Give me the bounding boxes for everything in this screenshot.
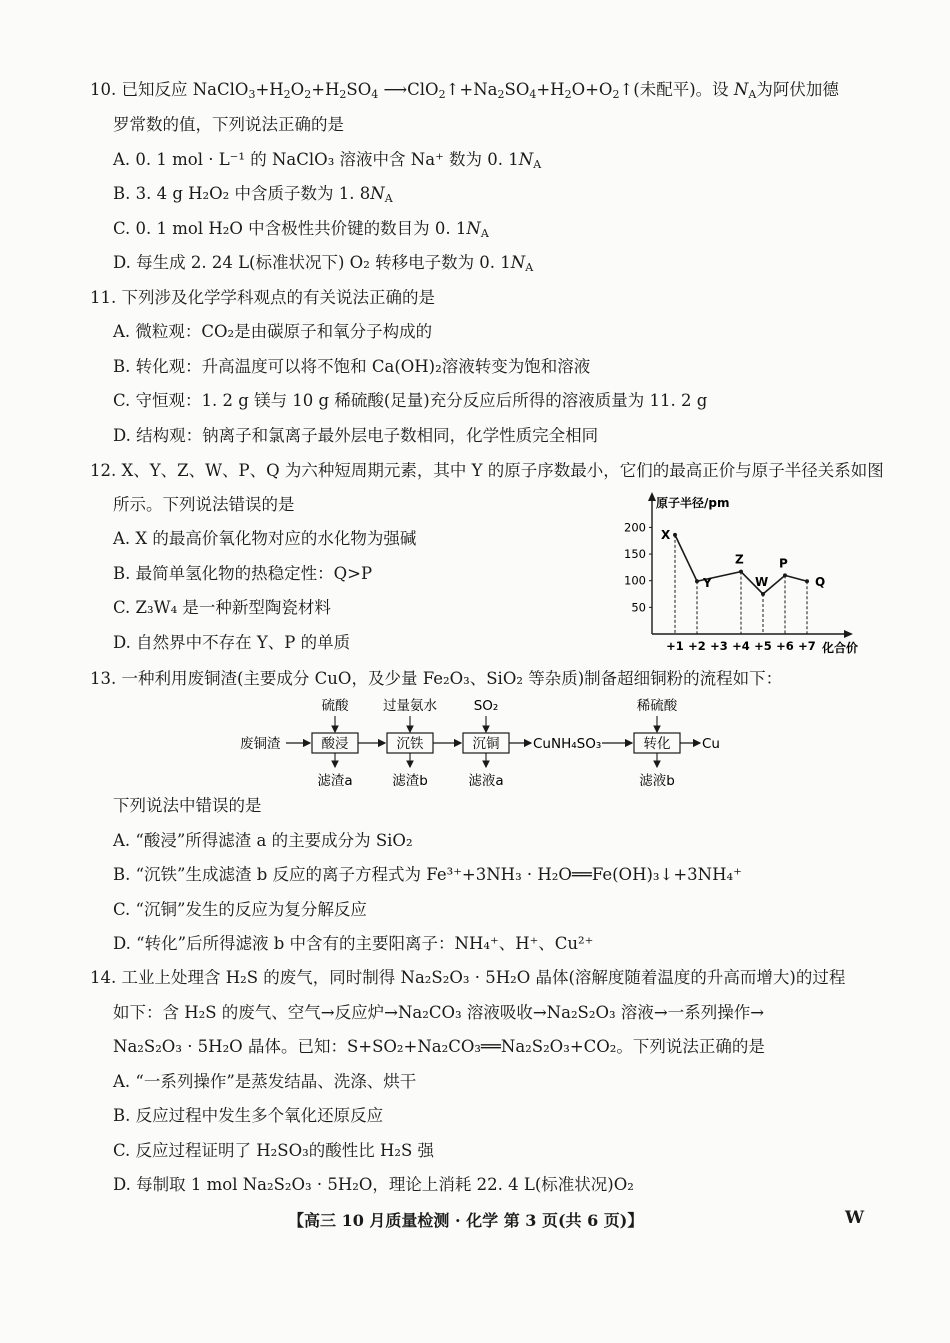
q11-option-b: B. 转化观：升高温度可以将不饱和 Ca(OH)₂溶液转变为饱和溶液 [113,357,591,376]
x-tick-label: +4 [732,639,750,653]
x-axis-arrow [844,630,853,638]
flow-output-label: 滤渣b [392,773,428,788]
flow-box-label: 沉铜 [472,736,500,752]
q14-option-d: D. 每制取 1 mol Na₂S₂O₃ · 5H₂O，理论上消耗 22. 4 L(标准状况)O₂ [113,1175,634,1194]
q13-option-b: B. “沉铁”生成滤渣 b 反应的离子方程式为 Fe³⁺+3NH₃ · H₂O══Fe(OH)₃↓+3NH₄⁺ [113,865,742,884]
point-q [805,579,809,583]
point-label-z: Z [735,552,744,567]
y-tick-label: 50 [631,600,646,615]
q14-option-c: C. 反应过程证明了 H₂SO₃的酸性比 H₂S 强 [113,1141,435,1160]
q12-option-d: D. 自然界中不存在 Y、P 的单质 [113,633,351,652]
y-axis-arrow [648,492,656,501]
q13-prompt: 下列说法中错误的是 [113,796,262,815]
point-label-w: W [755,575,769,590]
q12-option-c: C. Z₃W₄ 是一种新型陶瓷材料 [113,598,331,617]
corner-mark: W [845,1208,865,1228]
q10-option-b: B. 3. 4 g H₂O₂ 中含质子数为 1. $8N_A$ [113,184,393,205]
q12-option-b: B. 最简单氢化物的热稳定性：Q>P [113,564,373,583]
point-y [695,579,699,583]
flow-output-label: 滤液a [468,773,504,788]
radius-valence-chart [618,488,868,660]
q14-stem-line1: 14. 工业上处理含 H₂S 的废气，同时制得 Na₂S₂O₃ · 5H₂O 晶体(溶解度随着温度的升高而增大)的过程 [90,968,846,987]
page-footer: 【高三 10 月质量检测 · 化学 第 3 页(共 6 页)】 [288,1211,644,1230]
q12-stem-line1: 12. X、Y、Z、W、P、Q 为六种短周期元素，其中 Y 的原子序数最小，它们的最高正价与原子半径关系如图 [90,461,884,480]
q13-stem: 13. 一种利用废铜渣(主要成分 CuO，及少量 Fe₂O₃、SiO₂ 等杂质)制备超细铜粉的流程如下： [90,669,783,688]
q14-stem-line2: 如下：含 H₂S 的废气、空气→反应炉→Na₂CO₃ 溶液吸收→Na₂S₂O₃ 溶液→一系列操作→ [113,1003,765,1022]
x-tick-label: +7 [798,639,816,653]
point-label-x: X [661,527,671,542]
flow-box-label: 沉铁 [396,736,424,752]
q10-stem-line1: 10. 已知反应 $NaClO_3+H_2O_2+H_2SO_4$ $⟶ClO_2↑+Na_2SO_4+H_2O+O_2↑$(未配平)。设 $N_A$为阿伏加德 [90,80,839,101]
q14-option-a: A. “一系列操作”是蒸发结晶、洗涤、烘干 [113,1072,417,1091]
flow-input-label: 过量氨水 [383,698,437,714]
y-tick-label: 200 [624,520,646,535]
process-flow-diagram [240,696,740,788]
q14-option-b: B. 反应过程中发生多个氧化还原反应 [113,1106,384,1125]
point-label-q: Q [815,575,826,590]
chart-marks [661,528,825,634]
x-axis-label: 化合价 [822,641,859,655]
q11-option-c: C. 守恒观：1. 2 g 镁与 10 g 稀硫酸(足量)充分反应后所得的溶液质量为 11. 2 g [113,391,708,410]
point-w [761,592,765,596]
q12-stem-line2: 所示。下列说法错误的是 [113,495,295,514]
flow-output-label: 滤液b [639,773,675,788]
q11-option-a: A. 微粒观：CO₂是由碳原子和氧分子构成的 [113,322,433,341]
y-tick-label: 150 [624,547,646,562]
x-tick-label: +6 [776,639,794,653]
flow-box-label: 转化 [643,736,671,752]
x-tick-label: +3 [710,639,728,653]
point-p [783,573,787,577]
q10-option-a: A. 0. 1 mol · L⁻¹ 的 NaClO₃ 溶液中含 Na⁺ 数为 0. $1N_A$ [113,150,542,171]
q14-stem-line3: Na₂S₂O₃ · 5H₂O 晶体。已知：S+SO₂+Na₂CO₃══Na₂S₂O₃+CO₂。下列说法正确的是 [113,1037,765,1056]
flow-mid: CuNH₄SO₃ [533,736,602,752]
x-tick-label: +1 [666,639,684,653]
y-tick-label: 100 [624,573,646,588]
flow-input-label: 稀硫酸 [636,698,678,714]
x-tick-label: +5 [754,639,772,653]
q11-option-d: D. 结构观：钠离子和氯离子最外层电子数相同，化学性质完全相同 [113,426,599,445]
q10-option-c: C. 0. 1 mol H₂O 中含极性共价键的数目为 0. $1N_A$ [113,219,489,240]
q10-stem-line2: 罗常数的值，下列说法正确的是 [113,115,344,134]
flow-input-label: SO₂ [473,698,499,714]
q13-option-d: D. “转化”后所得滤液 b 中含有的主要阳离子：NH₄⁺、H⁺、Cu²⁺ [113,934,594,953]
q13-option-c: C. “沉铜”发生的反应为复分解反应 [113,900,367,919]
q13-option-a: A. “酸浸”所得滤渣 a 的主要成分为 SiO₂ [113,831,413,850]
flow-input-label: 硫酸 [321,698,349,714]
point-x [673,533,677,537]
q11-stem: 11. 下列涉及化学学科观点的有关说法正确的是 [90,288,435,307]
y-axis-label: 原子半径/pm [656,496,730,510]
flow-end: Cu [702,736,720,752]
point-label-p: P [779,556,788,571]
q10-option-d: D. 每生成 2. 24 L(标准状况下) O₂ 转移电子数为 0. $1N_A$ [113,253,534,274]
x-tick-label: +2 [688,639,706,653]
point-label-y: Y [703,576,712,591]
flow-start: 废铜渣 [240,736,281,752]
flow-box-label: 酸浸 [321,736,349,752]
flow-output-label: 滤渣a [317,773,353,788]
q12-option-a: A. X 的最高价氧化物对应的水化物为强碱 [113,529,417,548]
point-z [739,570,743,574]
